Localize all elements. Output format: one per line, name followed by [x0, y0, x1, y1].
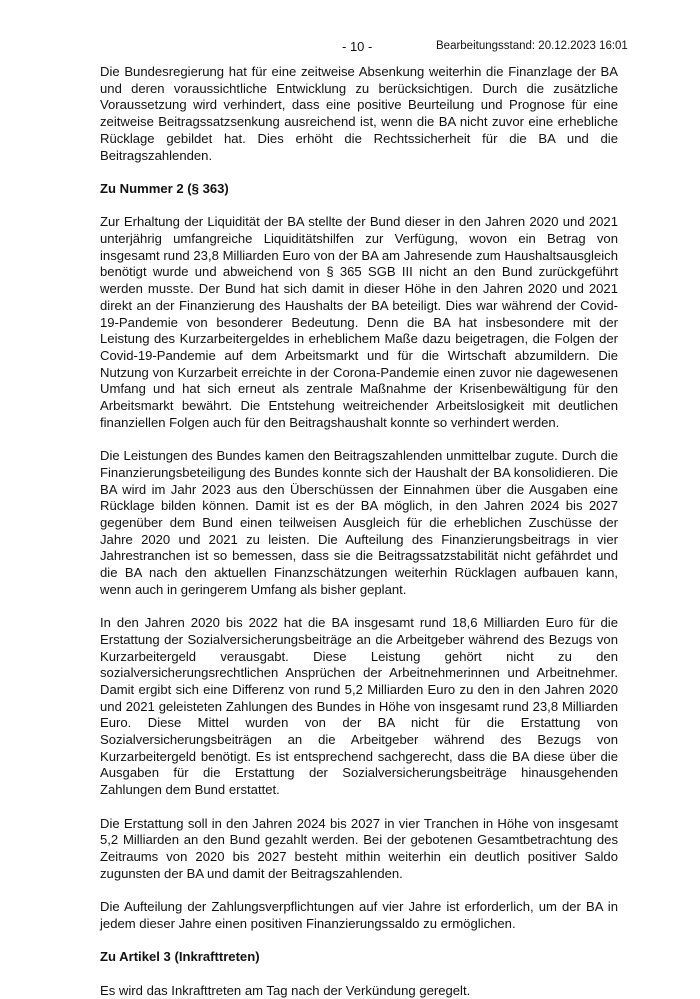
document-body — [100, 64, 618, 999]
paragraph-reimbursement-amounts: In den Jahren 2020 bis 2022 hat die BA insgesamt rund 18,6 Milliarden Euro für die Erstattung der Sozialversicherungsbeiträge an die Arbeitgeber während des Bezugs von Kurzarbeitergeld verausgabt. Diese Leistung gehört nicht zu den sozialversicherungsrechtlichen Ansprüchen der Arbeitnehmerinnen und Arbeitnehmer. Damit ergibt sich eine Differenz von rund 5,2 Milliarden Euro zu den in den Jahren 2020 und 2021 geleisteten Zahlungen des Bundes in Höhe von insgesamt rund 23,8 Milliarden Euro. Diese Mittel wurden von der BA nicht für die Erstattung von Sozialversicherungsbeiträgen an die Arbeitgeber während des Bezugs von Kurzarbeitergeld benötigt. Es ist entsprechend sachgerecht, dass die BA diese über die Ausgaben für die Erstattung der Sozialversicherungsbeiträge hinausgehenden Zahlungen dem Bund erstattet. — [100, 615, 618, 798]
paragraph-entry-into-force: Es wird das Inkrafttreten am Tag nach der Verkündung geregelt. — [100, 982, 471, 998]
section-heading-artikel-3: Zu Artikel 3 (Inkrafttreten) — [100, 949, 260, 965]
page-header — [0, 39, 700, 57]
paragraph-tranches: Die Erstattung soll in den Jahren 2024 bis 2027 in vier Tranchen in Höhe von insgesamt 5,2 Milliarden an den Bund gezahlt werden. Bei der gebotenen Gesamtbetrachtung des Zeitraums von 2020 bis 2027 besteht mithin weiterhin ein deutlich positiver Saldo zugunsten der BA und damit der Beitragszahlenden. — [100, 815, 618, 881]
page-number: - 10 - — [342, 39, 373, 54]
paragraph-liquidity: Zur Erhaltung der Liquidität der BA stellte der Bund dieser in den Jahren 2020 und 2021 unterjährig umfangreiche Liquiditätshilfen zur Verfügung, wovon ein Betrag von insgesamt rund 23,8 Milliarden Euro von der BA am Jahresende zum Haushaltsausgleich benötigt wurde und abweichend von § 365 SGB III nicht an den Bund zurückgeführt werden musste. Der Bund hat sich damit in dieser Höhe in den Jahren 2020 und 2021 direkt an der Finanzierung des Haushalts der BA beteiligt. Dies war während der Covid-19-Pandemie von besonderer Bedeutung. Denn die BA hat insbesondere mit der Leistung des Kurzarbeitergeldes in erheblichem Maße dazu beigetragen, die Folgen der Covid-19-Pandemie auf dem Arbeitsmarkt und für die Wirtschaft abzumildern. Die Nutzung von Kurzarbeit erreichte in der Corona-Pandemie einen zuvor nie dagewesenen Umfang und hat sich erneut als zentrale Maßnahme der Krisenbewältigung für den Arbeitsmarkt bewährt. Die Entstehung weitreichender Arbeitslosigkeit mit deutlichen finanziellen Folgen auch für den Beitragshaushalt konnte so verhindert werden. — [100, 214, 618, 430]
paragraph-four-years: Die Aufteilung der Zahlungsverpflichtungen auf vier Jahre ist erforderlich, um der BA in jedem dieser Jahre einen positiven Finanzierungssaldo zu ermöglichen. — [100, 899, 618, 931]
paragraph-federal-benefits: Die Leistungen des Bundes kamen den Beitragszahlenden unmittelbar zugute. Durch die Finanzierungsbeteiligung des Bundes konnte sich der Haushalt der BA konsolidieren. Die BA wird im Jahr 2023 aus den Überschüssen der Einnahmen über die Ausgaben eine Rücklage bilden können. Damit ist es der BA möglich, in den Jahren 2024 bis 2027 gegenüber dem Bund einen teilweisen Ausgleich für die erheblichen Zuschüsse der Jahre 2020 und 2021 zu leisten. Die Aufteilung des Finanzierungsbeitrags in vier Jahrestranchen ist so bemessen, dass sie die Beitragssatzstabilität nicht gefährdet und die BA nach den aktuellen Finanzschätzungen weiterhin Rücklagen aufbauen kann, wenn auch in geringerem Umfang als bisher geplant. — [100, 448, 618, 597]
revision-status: Bearbeitungsstand: 20.12.2023 16:01 — [436, 40, 628, 52]
section-heading-nummer-2: Zu Nummer 2 (§ 363) — [100, 180, 229, 196]
paragraph-intro: Die Bundesregierung hat für eine zeitweise Absenkung weiterhin die Finanzlage der BA und deren voraussichtliche Entwicklung zu berücksichtigen. Durch die zusätzliche Voraussetzung wird verhindert, dass eine positive Beurteilung und Prognose für eine zeitweise Beitragssatzsenkung ausreichend ist, wenn die BA nicht zuvor eine erhebliche Rücklage gebildet hat. Dies erhöht die Rechtssicherheit für die BA und die Beitragszahlenden. — [100, 64, 618, 163]
